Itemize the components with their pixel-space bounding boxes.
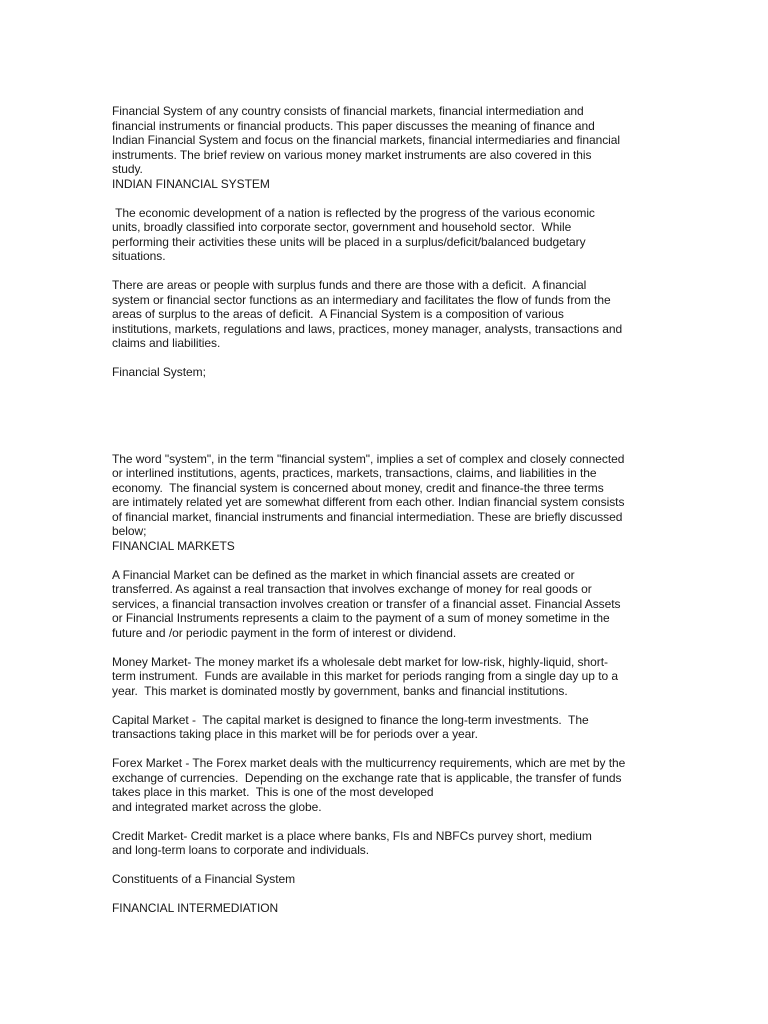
text-line: A Financial Market can be defined as the market in which financial assets are created or <box>112 567 575 582</box>
text-line: takes place in this market. This is one of the most developed <box>112 785 434 799</box>
text-line: Credit Market- Credit market is a place where banks, FIs and NBFCs purvey short, medium <box>112 828 592 843</box>
text-line: financial instruments or financial products. This paper discusses the meaning of finance and <box>112 118 595 133</box>
text-line: Indian Financial System and focus on the financial markets, financial intermediaries and financial <box>112 133 621 147</box>
text-line: situations. <box>112 249 166 263</box>
text-line: and long-term loans to corporate and individuals. <box>112 843 370 857</box>
text-line: institutions, markets, regulations and laws, practices, money manager, analysts, transactions and <box>112 321 623 336</box>
text-line: below; <box>112 524 147 538</box>
surplus-paragraph <box>112 278 672 351</box>
text-line: Capital Market - The capital market is designed to finance the long-term investments. The <box>112 712 589 727</box>
text-line: Money Market- The money market ifs a wholesale debt market for low-risk, highly-liquid, short- <box>112 654 608 669</box>
text-line: performing their activities these units will be placed in a surplus/deficit/balanced budgetary <box>112 234 586 249</box>
text-line: Forex Market - The Forex market deals with the multicurrency requirements, which are met by the <box>112 756 626 770</box>
text-line: areas of surplus to the areas of deficit. A Financial System is a composition of various <box>112 307 564 321</box>
text-line: of financial market, financial instruments and financial intermediation. These are briefly discussed <box>112 509 623 524</box>
capital-market-paragraph <box>112 713 672 742</box>
heading-financial-intermediation: FINANCIAL INTERMEDIATION <box>112 901 279 915</box>
document-page <box>112 104 672 916</box>
text-line: The economic development of a nation is reflected by the progress of the various economic <box>112 205 595 220</box>
text-line: and integrated market across the globe. <box>112 799 322 814</box>
text-line: Financial System of any country consists of financial markets, financial intermediation and <box>112 104 584 118</box>
forex-market-paragraph <box>112 756 672 814</box>
text-line: study. <box>112 162 143 176</box>
text-line: There are areas or people with surplus funds and there are those with a deficit. A financial <box>112 278 587 292</box>
text-line: or interlined institutions, agents, practices, markets, transactions, claims, and liabilities in the <box>112 466 597 480</box>
constituents-label: Constituents of a Financial System <box>112 872 296 886</box>
text-line: instruments. The brief review on various money market instruments are also covered in this <box>112 147 592 162</box>
text-line: future and /or periodic payment in the form of interest or dividend. <box>112 625 457 640</box>
text-line: are intimately related yet are somewhat different from each other. Indian financial system consists <box>112 495 625 509</box>
text-line: claims and liabilities. <box>112 336 221 350</box>
financial-system-label: Financial System; <box>112 365 206 379</box>
credit-market-paragraph <box>112 829 672 858</box>
intro-paragraph <box>112 104 672 177</box>
text-line: system or financial sector functions as an intermediary and facilitates the flow of funds from the <box>112 292 611 307</box>
economic-development-paragraph <box>112 206 672 264</box>
text-line: services, a financial transaction involves creation or transfer of a financial asset. Financial Assets <box>112 596 621 611</box>
money-market-paragraph <box>112 655 672 699</box>
word-system-paragraph <box>112 452 672 539</box>
text-line: The word "system", in the term "financial system", implies a set of complex and closely connected <box>112 451 625 466</box>
text-line: economy. The financial system is concerned about money, credit and finance-the three terms <box>112 480 604 495</box>
text-line: transferred. As against a real transaction that involves exchange of money for real goods or <box>112 582 592 596</box>
text-line: transactions taking place in this market will be for periods over a year. <box>112 727 478 741</box>
heading-financial-markets: FINANCIAL MARKETS <box>112 538 235 553</box>
financial-market-definition-paragraph <box>112 568 672 641</box>
text-line: term instrument. Funds are available in this market for periods ranging from a single day up to a <box>112 669 619 683</box>
text-line: exchange of currencies. Depending on the exchange rate that is applicable, the transfer of funds <box>112 770 622 785</box>
text-line: units, broadly classified into corporate sector, government and household sector. While <box>112 220 572 234</box>
heading-indian-financial-system: INDIAN FINANCIAL SYSTEM <box>112 176 270 191</box>
text-line: or Financial Instruments represents a claim to the payment of a sum of money sometime in the <box>112 611 610 625</box>
text-line: year. This market is dominated mostly by government, banks and financial institutions. <box>112 683 568 698</box>
